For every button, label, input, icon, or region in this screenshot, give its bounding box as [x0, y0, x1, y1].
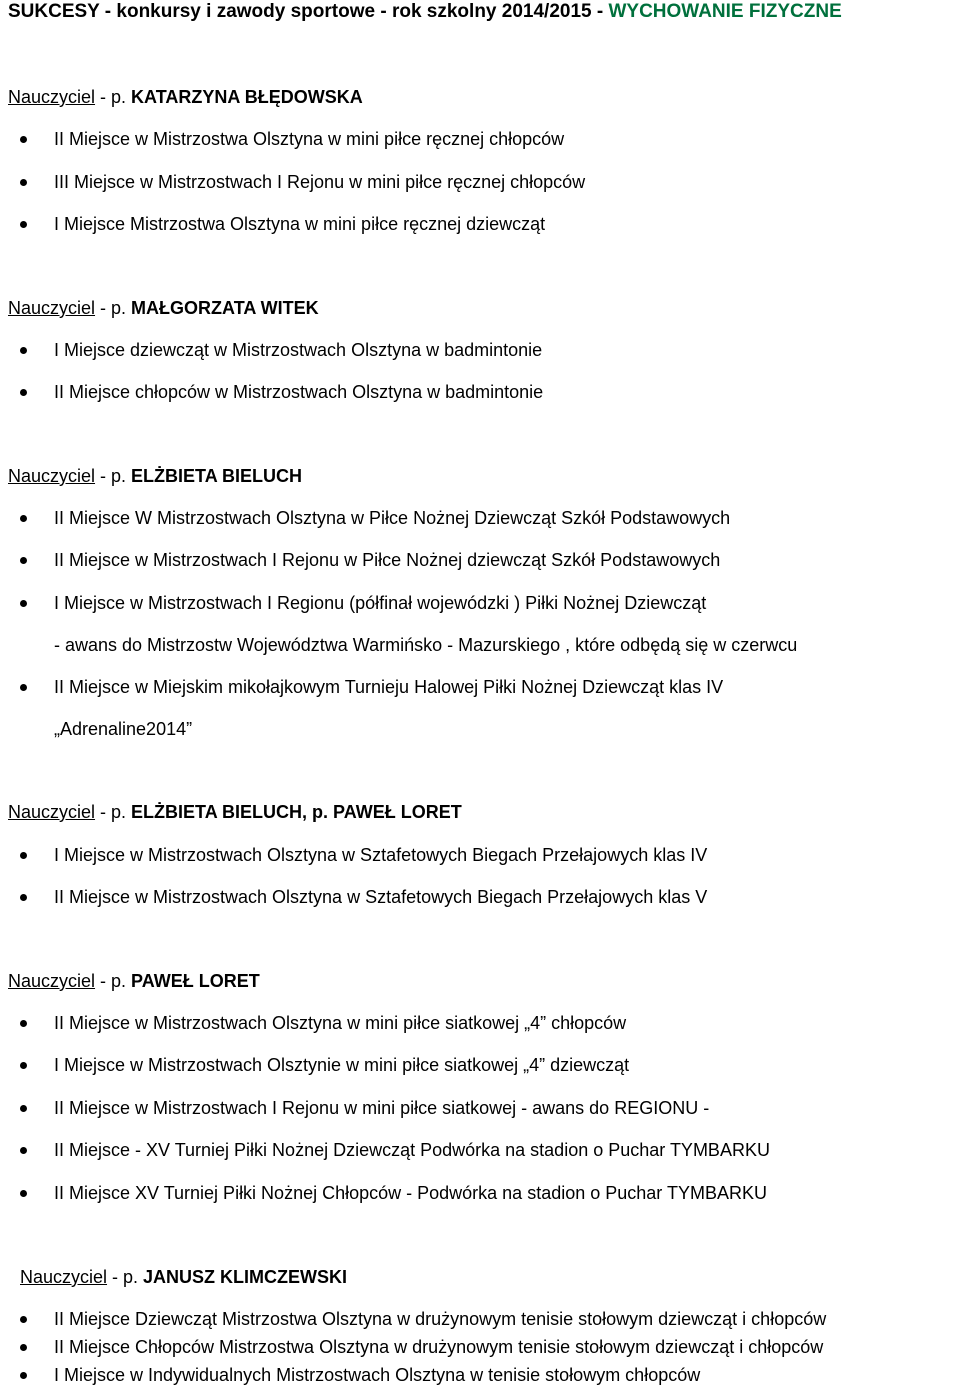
teacher-heading — [8, 801, 462, 823]
list-item-text: II Miejsce XV Turniej Piłki Nożnej Chłopców - Podwórka na stadion o Puchar TYMBARKU — [54, 1183, 767, 1203]
bullet-icon — [20, 1316, 27, 1323]
bullet-icon — [20, 1372, 27, 1379]
teacher-name: ELŻBIETA BIELUCH, p. PAWEŁ LORET — [131, 802, 462, 822]
bullet-icon — [20, 1344, 27, 1351]
teacher-heading — [8, 465, 302, 487]
bullet-icon — [20, 557, 27, 564]
bullet-icon — [20, 1190, 27, 1197]
bullet-icon — [20, 1020, 27, 1027]
teacher-label: Nauczyciel — [8, 802, 96, 822]
list-item-text: I Miejsce Mistrzostwa Olsztyna w mini piłce ręcznej dziewcząt — [54, 214, 546, 234]
teacher-name: KATARZYNA BŁĘDOWSKA — [131, 87, 363, 107]
list-item-continuation: „Adrenaline2014” — [54, 719, 193, 739]
bullet-icon — [20, 684, 27, 691]
list-item-text: II Miejsce w Mistrzostwach I Rejonu w mini piłce siatkowej - awans do REGIONU - — [54, 1098, 710, 1118]
list-item-text: II Miejsce - XV Turniej Piłki Nożnej Dziewcząt Podwórka na stadion o Puchar TYMBARKU — [54, 1140, 770, 1160]
teacher-heading — [8, 970, 260, 992]
list-item-text: I Miejsce w Mistrzostwach Olsztyna w Sztafetowych Biegach Przełajowych klas IV — [54, 845, 708, 865]
bullet-icon — [20, 347, 27, 354]
bullet-icon — [20, 136, 27, 143]
list-item-text: II Miejsce w Mistrzostwach Olsztyna w mini piłce siatkowej „4” chłopców — [54, 1013, 627, 1033]
teacher-heading — [20, 1266, 347, 1288]
list-item-text: I Miejsce w Mistrzostwach I Regionu (półfinał wojewódzki ) Piłki Nożnej Dziewcząt — [54, 593, 707, 613]
bullet-icon — [20, 894, 27, 901]
teacher-label: Nauczyciel — [8, 298, 96, 318]
teacher-name: PAWEŁ LORET — [131, 971, 260, 991]
teacher-label: Nauczyciel — [20, 1267, 108, 1287]
list-item-text: II Miejsce Chłopców Mistrzostwa Olsztyna w drużynowym tenisie stołowym dziewcząt i chłopców — [54, 1337, 824, 1357]
list-item-text: I Miejsce dziewcząt w Mistrzostwach Olsztyna w badmintonie — [54, 340, 543, 360]
teacher-label: Nauczyciel — [8, 466, 96, 486]
list-item-text: I Miejsce w Indywidualnych Mistrzostwach Olsztyna w tenisie stołowym chłopców — [54, 1365, 701, 1385]
teacher-label: Nauczyciel — [8, 971, 96, 991]
list-item-text: II Miejsce Dziewcząt Mistrzostwa Olsztyna w drużynowym tenisie stołowym dziewcząt i chłopców — [54, 1309, 827, 1329]
list-item-text: II Miejsce w Mistrzostwa Olsztyna w mini piłce ręcznej chłopców — [54, 129, 565, 149]
teacher-name: JANUSZ KLIMCZEWSKI — [143, 1267, 348, 1287]
list-item-text: I Miejsce w Mistrzostwach Olsztynie w mini piłce siatkowej „4” dziewcząt — [54, 1055, 630, 1075]
teacher-heading — [8, 86, 363, 108]
bullet-icon — [20, 1105, 27, 1112]
bullet-icon — [20, 179, 27, 186]
header-subject: WYCHOWANIE FIZYCZNE — [608, 1, 842, 22]
list-item-text: II Miejsce w Miejskim mikołajkowym Turnieju Halowej Piłki Nożnej Dziewcząt klas IV — [54, 677, 724, 697]
teacher-name: MAŁGORZATA WITEK — [131, 298, 319, 318]
teacher-separator: - p. — [95, 971, 132, 991]
list-item-text: II Miejsce W Mistrzostwach Olsztyna w Piłce Nożnej Dziewcząt Szkół Podstawowych — [54, 508, 731, 528]
teacher-separator: - p. — [107, 1267, 144, 1287]
bullet-icon — [20, 1147, 27, 1154]
list-item-continuation: - awans do Mistrzostw Województwa Warmińsko - Mazurskiego , które odbędą się w czerwcu — [54, 635, 798, 655]
teacher-separator: - p. — [95, 466, 132, 486]
teacher-name: ELŻBIETA BIELUCH — [131, 466, 303, 486]
bullet-icon — [20, 221, 27, 228]
document-header — [8, 0, 958, 26]
teacher-separator: - p. — [95, 298, 132, 318]
teacher-label: Nauczyciel — [8, 87, 96, 107]
teacher-separator: - p. — [95, 802, 132, 822]
bullet-icon — [20, 389, 27, 396]
bullet-icon — [20, 1062, 27, 1069]
list-item-text: II Miejsce w Mistrzostwach Olsztyna w Sztafetowych Biegach Przełajowych klas V — [54, 887, 708, 907]
list-item-text: III Miejsce w Mistrzostwach I Rejonu w mini piłce ręcznej chłopców — [54, 172, 586, 192]
teacher-heading — [8, 297, 319, 319]
list-item-text: II Miejsce w Mistrzostwach I Rejonu w Piłce Nożnej dziewcząt Szkół Podstawowych — [54, 550, 721, 570]
bullet-icon — [20, 515, 27, 522]
header-title: SUKCESY - konkursy i zawody sportowe - rok szkolny 2014/2015 - — [8, 1, 604, 22]
teacher-separator: - p. — [95, 87, 132, 107]
bullet-icon — [20, 600, 27, 607]
list-item-text: II Miejsce chłopców w Mistrzostwach Olsztyna w badmintonie — [54, 382, 544, 402]
bullet-icon — [20, 852, 27, 859]
